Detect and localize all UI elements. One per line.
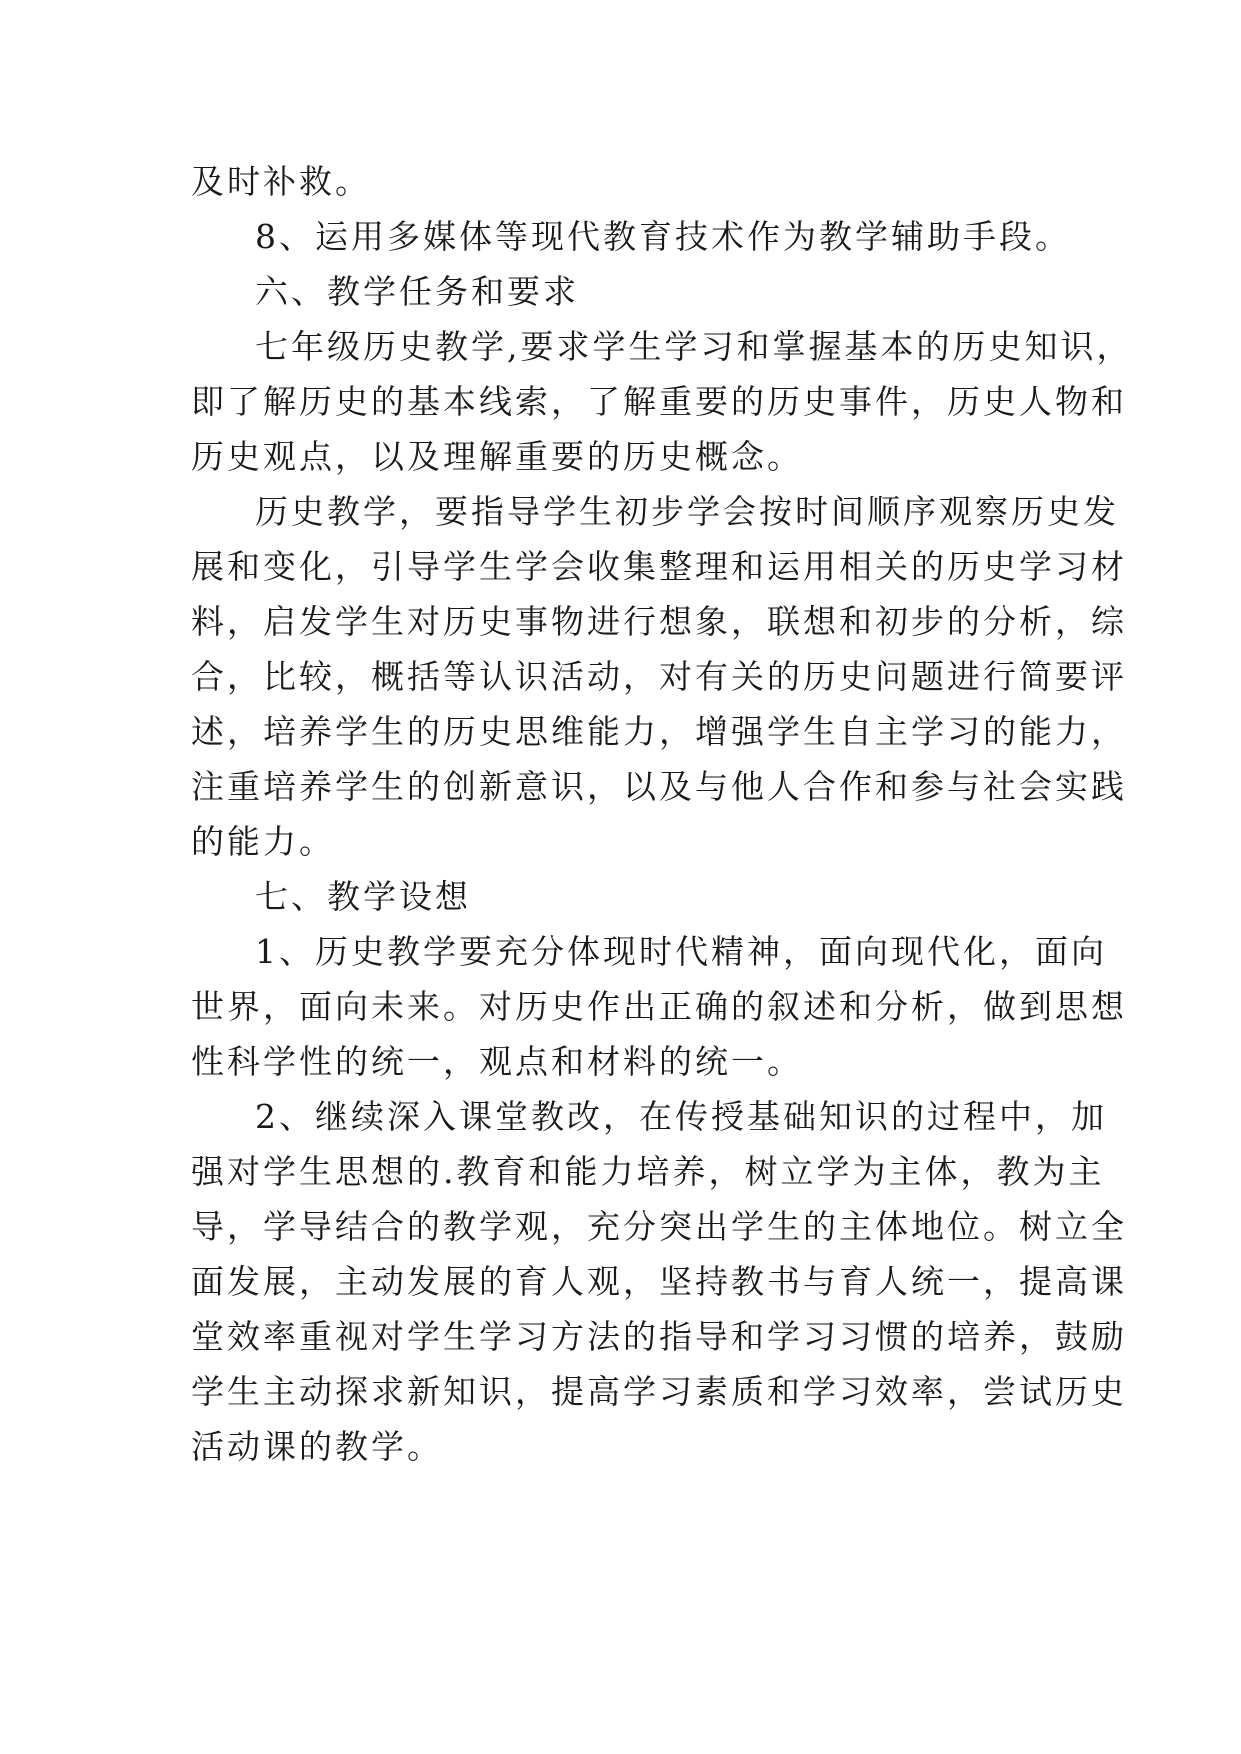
text-line: 合，比较，概括等认识活动，对有关的历史问题进行简要评 — [191, 657, 1127, 696]
paragraph-idea-1 — [191, 924, 1127, 1089]
text-line: 的能力。 — [191, 822, 335, 861]
text-line: 展和变化，引导学生学会收集整理和运用相关的历史学习材 — [191, 547, 1127, 586]
paragraph-history-teaching — [191, 484, 1127, 869]
heading-text: 六、教学任务和要求 — [255, 272, 579, 311]
text-line: 性科学性的统一，观点和材料的统一。 — [191, 1042, 803, 1081]
paragraph-idea-2 — [191, 1089, 1127, 1474]
text-line: 历史观点，以及理解重要的历史概念。 — [191, 437, 803, 476]
paragraph-grade7-teaching — [191, 319, 1133, 484]
document-body — [191, 154, 1133, 1474]
paragraph-item-8 — [191, 209, 1071, 264]
section-heading-6 — [191, 264, 1061, 319]
text-line: 世界，面向未来。对历史作出正确的叙述和分析，做到思想 — [191, 987, 1127, 1026]
text-line: 注重培养学生的创新意识，以及与他人合作和参与社会实践 — [191, 767, 1127, 806]
text-line: 料，启发学生对历史事物进行想象，联想和初步的分析，综 — [191, 602, 1127, 641]
text-line: 七年级历史教学,要求学生学习和掌握基本的历史知识， — [255, 327, 1133, 366]
text-line: 2、继续深入课堂教改，在传授基础知识的过程中，加 — [255, 1097, 1107, 1136]
text-line: 及时补救。 — [191, 162, 371, 201]
text-line: 面发展，主动发展的育人观，坚持教书与育人统一，提高课 — [191, 1262, 1127, 1301]
text-line: 即了解历史的基本线索，了解重要的历史事件，历史人物和 — [191, 382, 1127, 421]
text-line: 述，培养学生的历史思维能力，增强学生自主学习的能力， — [191, 712, 1127, 751]
text-line: 8、运用多媒体等现代教育技术作为教学辅助手段。 — [255, 217, 1071, 256]
text-line: 强对学生思想的.教育和能力培养，树立学为主体，教为主 — [191, 1152, 1105, 1191]
paragraph-remedy — [191, 154, 1061, 209]
section-heading-7 — [191, 869, 1061, 924]
text-line: 学生主动探求新知识，提高学习素质和学习效率，尝试历史 — [191, 1372, 1127, 1411]
text-line: 1、历史教学要充分体现时代精神，面向现代化，面向 — [255, 932, 1107, 971]
text-line: 历史教学，要指导学生初步学会按时间顺序观察历史发 — [255, 492, 1119, 531]
heading-text: 七、教学设想 — [255, 877, 471, 916]
text-line: 活动课的教学。 — [191, 1427, 443, 1466]
text-line: 堂效率重视对学生学习方法的指导和学习习惯的培养，鼓励 — [191, 1317, 1127, 1356]
text-line: 导，学导结合的教学观，充分突出学生的主体地位。树立全 — [191, 1207, 1127, 1246]
